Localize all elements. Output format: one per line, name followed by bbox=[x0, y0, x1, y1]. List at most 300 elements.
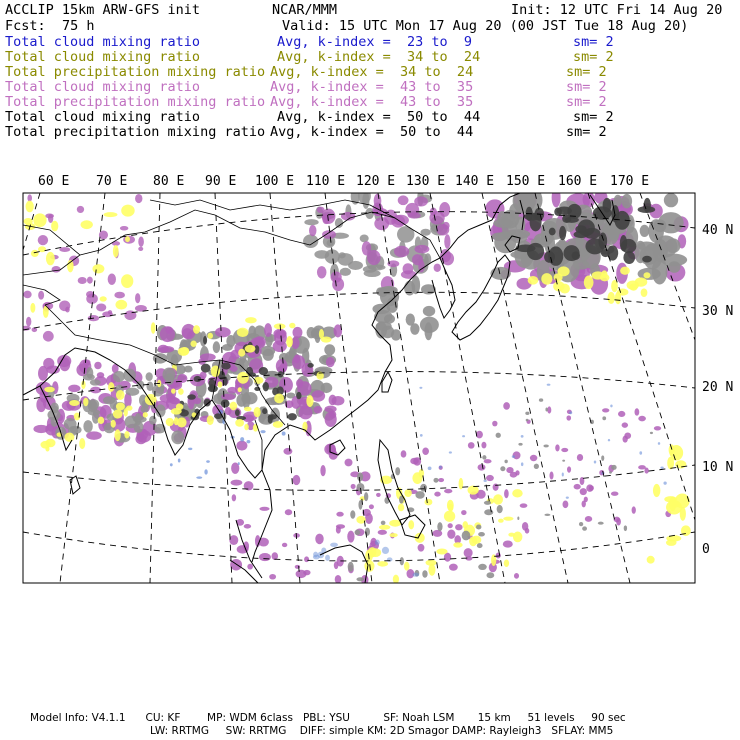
field-3-sm: sm= 2 bbox=[566, 79, 607, 95]
field-cell bbox=[77, 206, 84, 213]
field-cell bbox=[478, 464, 486, 471]
field-cell bbox=[83, 359, 91, 366]
field-cell bbox=[408, 520, 414, 529]
field-cell bbox=[602, 416, 606, 420]
field-cell bbox=[404, 562, 409, 571]
field-cell bbox=[238, 387, 242, 392]
field-cell bbox=[424, 499, 432, 506]
field-cell bbox=[414, 196, 428, 206]
model-info-line2: LW: RRTMG SW: RRTMG DIFF: simple KM: 2D Smagor DAMP: Rayleigh3 SFLAY: MM5 bbox=[150, 725, 614, 737]
field-cell bbox=[111, 420, 116, 428]
field-cell bbox=[268, 416, 273, 423]
field-cell bbox=[187, 394, 196, 400]
field-cell bbox=[367, 250, 381, 265]
field-cell bbox=[286, 336, 293, 347]
field-cell bbox=[547, 406, 551, 413]
field-cell bbox=[449, 451, 452, 453]
field-cell bbox=[296, 392, 301, 399]
field-cell bbox=[453, 542, 462, 547]
field-cell bbox=[638, 465, 646, 469]
field-cell bbox=[500, 466, 505, 471]
field-cell bbox=[420, 229, 430, 236]
field-cell bbox=[94, 362, 101, 370]
field-cell bbox=[317, 266, 327, 278]
field-cell bbox=[379, 525, 390, 530]
field-cell bbox=[641, 288, 648, 297]
field-cell bbox=[579, 522, 583, 526]
field-cell bbox=[422, 570, 427, 578]
field-cell bbox=[478, 532, 485, 537]
field-cell bbox=[477, 543, 483, 548]
field-cell bbox=[180, 347, 189, 355]
field-cell bbox=[174, 417, 179, 425]
field-3-avg: Avg, k-index = 43 to 35 bbox=[270, 79, 474, 95]
field-cell bbox=[572, 251, 580, 260]
field-cell bbox=[578, 219, 595, 236]
field-cell bbox=[410, 458, 419, 465]
field-cell bbox=[309, 225, 316, 236]
field-1-sm: sm= 2 bbox=[573, 49, 614, 65]
field-cell bbox=[307, 363, 313, 368]
field-cell bbox=[434, 264, 441, 272]
field-cell bbox=[263, 382, 269, 391]
model-title: ACCLIP 15km ARW-GFS init bbox=[5, 2, 201, 18]
field-cell bbox=[114, 292, 125, 299]
field-cell bbox=[527, 243, 544, 260]
field-cell bbox=[404, 489, 412, 497]
field-cell bbox=[345, 459, 353, 467]
field-cell bbox=[504, 489, 509, 498]
field-cell bbox=[622, 422, 628, 427]
field-cell bbox=[68, 385, 80, 392]
field-cell bbox=[230, 402, 238, 411]
field-cell bbox=[315, 534, 323, 545]
field-cell bbox=[274, 393, 284, 403]
field-cell bbox=[634, 408, 639, 415]
field-cell bbox=[398, 504, 404, 512]
field-cell bbox=[459, 478, 464, 490]
field-4-sm: sm= 2 bbox=[566, 94, 607, 110]
field-5-sm: sm= 2 bbox=[573, 109, 614, 125]
field-cell bbox=[229, 535, 238, 545]
field-cell bbox=[666, 535, 681, 541]
field-cell bbox=[517, 517, 519, 521]
field-cell bbox=[360, 234, 369, 242]
field-cell bbox=[666, 238, 681, 253]
field-cell bbox=[580, 488, 587, 495]
field-cell bbox=[484, 501, 491, 505]
field-cell bbox=[486, 475, 494, 481]
field-cell bbox=[238, 462, 240, 465]
field-cell bbox=[196, 476, 202, 479]
field-cell bbox=[582, 526, 587, 530]
field-cell bbox=[563, 500, 569, 508]
field-cell bbox=[313, 552, 318, 558]
field-cell bbox=[368, 547, 376, 557]
field-cell bbox=[38, 235, 48, 245]
field-cell bbox=[146, 381, 153, 391]
field-cell bbox=[184, 366, 193, 373]
field-cell bbox=[381, 521, 386, 525]
field-cell bbox=[171, 430, 184, 444]
lon-label-7: 130 E bbox=[406, 174, 446, 189]
field-6-avg: Avg, k-index = 50 to 44 bbox=[270, 124, 474, 140]
field-cell bbox=[549, 228, 556, 236]
field-cell bbox=[30, 303, 35, 313]
field-cell bbox=[218, 381, 223, 387]
field-cell bbox=[182, 324, 196, 339]
field-cell bbox=[332, 396, 345, 406]
field-cell bbox=[232, 494, 236, 501]
field-cell bbox=[230, 366, 238, 372]
field-cell bbox=[607, 292, 614, 304]
field-cell bbox=[357, 472, 363, 481]
lon-label-5: 110 E bbox=[306, 174, 346, 189]
field-cell bbox=[640, 225, 650, 237]
field-2-avg: Avg, k-index = 34 to 24 bbox=[270, 64, 474, 80]
field-cell bbox=[654, 426, 661, 430]
field-cell bbox=[170, 463, 173, 466]
field-cell bbox=[33, 425, 48, 433]
field-cell bbox=[135, 293, 140, 303]
field-cell bbox=[125, 236, 130, 242]
lon-label-9: 150 E bbox=[506, 174, 546, 189]
field-cell bbox=[245, 317, 257, 323]
field-cell bbox=[206, 460, 210, 463]
field-cell bbox=[70, 426, 82, 434]
field-cell bbox=[414, 245, 429, 253]
forecast-hours: 75 h bbox=[62, 18, 95, 34]
field-cell bbox=[541, 227, 551, 245]
field-cell bbox=[513, 532, 522, 543]
field-cell bbox=[601, 270, 607, 278]
field-2-name: Total precipitation mixing ratio bbox=[5, 64, 266, 80]
field-cell bbox=[314, 250, 329, 259]
field-cell bbox=[78, 277, 87, 284]
field-cell bbox=[464, 548, 473, 557]
field-cell bbox=[484, 509, 493, 515]
field-cell bbox=[525, 412, 529, 415]
lon-label-1: 70 E bbox=[96, 174, 128, 189]
field-cell bbox=[638, 416, 646, 422]
field-cell bbox=[526, 419, 529, 422]
field-cell bbox=[83, 374, 95, 381]
model-info-line1: Model Info: V4.1.1 CU: KF MP: WDM 6class PBL: YSU SF: Noah LSM 15 km 51 levels 90 sec bbox=[30, 712, 626, 724]
field-cell bbox=[569, 411, 572, 414]
field-0-avg: Avg, k-index = 23 to 9 bbox=[277, 34, 473, 50]
field-cell bbox=[482, 455, 486, 459]
field-cell bbox=[653, 484, 660, 497]
field-cell bbox=[412, 472, 422, 484]
field-cell bbox=[398, 195, 409, 205]
field-cell bbox=[420, 484, 427, 492]
field-cell bbox=[476, 525, 481, 530]
field-cell bbox=[481, 442, 486, 449]
field-cell bbox=[209, 384, 214, 391]
field-cell bbox=[324, 344, 335, 355]
field-cell bbox=[83, 398, 88, 407]
field-6-name: Total precipitation mixing ratio bbox=[5, 124, 266, 140]
field-cell bbox=[288, 413, 297, 420]
field-cell bbox=[304, 219, 318, 225]
field-cell bbox=[584, 276, 594, 290]
field-cell bbox=[190, 341, 196, 347]
field-cell bbox=[635, 277, 648, 286]
field-cell bbox=[40, 441, 50, 449]
field-cell bbox=[668, 261, 681, 273]
field-cell bbox=[609, 471, 612, 473]
field-cell bbox=[664, 193, 678, 207]
field-cell bbox=[294, 354, 300, 363]
field-cell bbox=[461, 510, 466, 515]
field-cell bbox=[375, 539, 380, 545]
field-cell bbox=[264, 323, 272, 337]
lon-label-6: 120 E bbox=[356, 174, 396, 189]
field-cell bbox=[246, 440, 250, 443]
field-cell bbox=[321, 336, 332, 342]
field-cell bbox=[92, 264, 104, 273]
field-cell bbox=[437, 522, 442, 531]
field-3-name: Total cloud mixing ratio bbox=[5, 79, 201, 95]
field-cell bbox=[221, 394, 235, 400]
field-cell bbox=[512, 455, 515, 458]
field-cell bbox=[642, 256, 652, 263]
field-cell bbox=[338, 253, 354, 266]
field-cell bbox=[81, 220, 93, 229]
field-cell bbox=[171, 388, 176, 393]
field-cell bbox=[241, 394, 251, 404]
field-cell bbox=[260, 430, 265, 433]
field-cell bbox=[420, 434, 423, 437]
lon-label-4: 100 E bbox=[255, 174, 295, 189]
field-0-name: Total cloud mixing ratio bbox=[5, 34, 201, 50]
field-cell bbox=[332, 278, 344, 292]
field-cell bbox=[376, 493, 381, 497]
field-cell bbox=[518, 443, 522, 446]
field-cell bbox=[120, 226, 128, 231]
field-cell bbox=[171, 408, 182, 415]
field-cell bbox=[38, 291, 44, 300]
field-cell bbox=[476, 431, 483, 439]
field-1-name: Total cloud mixing ratio bbox=[5, 49, 201, 65]
field-cell bbox=[415, 491, 424, 499]
field-cell bbox=[313, 406, 322, 413]
lat-label-2: 20 N bbox=[702, 380, 734, 395]
lon-label-0: 60 E bbox=[38, 174, 70, 189]
field-cell bbox=[98, 417, 105, 424]
valid-time: Valid: 15 UTC Mon 17 Aug 20 (00 JST Tue 18 Aug 20) bbox=[282, 18, 689, 34]
init-time: Init: 12 UTC Fri 14 Aug 20 bbox=[511, 2, 723, 18]
latitude-labels bbox=[702, 223, 733, 557]
field-cell bbox=[623, 251, 635, 264]
field-cell bbox=[490, 267, 510, 280]
field-cell bbox=[292, 327, 302, 338]
field-cell bbox=[602, 408, 609, 412]
field-cell bbox=[539, 398, 543, 401]
field-cell bbox=[244, 524, 251, 529]
field-cell bbox=[52, 266, 61, 273]
field-cell bbox=[254, 407, 261, 417]
field-cell bbox=[541, 273, 552, 285]
field-cell bbox=[611, 465, 617, 470]
field-cell bbox=[245, 345, 256, 353]
field-cell bbox=[126, 388, 140, 396]
field-cell bbox=[598, 522, 604, 525]
field-cell bbox=[138, 247, 143, 251]
field-cell bbox=[121, 205, 134, 217]
field-cell bbox=[247, 564, 253, 570]
field-cell bbox=[188, 448, 192, 450]
field-cell bbox=[378, 530, 387, 535]
field-cell bbox=[675, 460, 686, 468]
field-cell bbox=[544, 514, 550, 516]
lon-label-3: 90 E bbox=[205, 174, 237, 189]
field-cell bbox=[567, 466, 571, 472]
field-cell bbox=[135, 413, 142, 425]
field-cell bbox=[158, 345, 169, 353]
field-5-avg: Avg, k-index = 50 to 44 bbox=[277, 109, 481, 125]
field-cell bbox=[325, 555, 330, 561]
field-cell bbox=[44, 387, 55, 393]
field-cell bbox=[566, 415, 571, 420]
field-cell bbox=[320, 465, 325, 476]
field-cell bbox=[273, 421, 283, 428]
field-cell bbox=[545, 408, 547, 412]
field-cell bbox=[334, 561, 339, 569]
field-cell bbox=[389, 533, 397, 537]
field-cell bbox=[611, 491, 619, 495]
field-cell bbox=[149, 416, 157, 425]
field-cell bbox=[194, 376, 202, 382]
field-cell bbox=[88, 400, 98, 412]
lon-label-10: 160 E bbox=[558, 174, 598, 189]
field-cell bbox=[213, 341, 220, 353]
field-cell bbox=[273, 329, 286, 339]
field-cell bbox=[412, 573, 419, 577]
field-cell bbox=[582, 501, 586, 508]
field-cell bbox=[108, 382, 114, 392]
field-cell bbox=[303, 570, 310, 575]
field-cell bbox=[534, 464, 539, 469]
field-cell bbox=[554, 208, 562, 217]
field-cell bbox=[468, 442, 475, 449]
field-cell bbox=[639, 451, 642, 454]
field-cell bbox=[282, 543, 287, 547]
field-cell bbox=[326, 357, 335, 367]
field-cell bbox=[121, 274, 133, 288]
field-cell bbox=[515, 470, 519, 475]
field-cell bbox=[663, 482, 666, 485]
field-cell bbox=[108, 273, 116, 284]
field-cell bbox=[259, 367, 268, 375]
field-cell bbox=[462, 435, 465, 437]
field-cell bbox=[87, 277, 93, 284]
field-cell bbox=[27, 194, 32, 201]
field-cell bbox=[45, 446, 49, 451]
field-cell bbox=[530, 455, 537, 461]
field-cell bbox=[221, 400, 230, 408]
field-cell bbox=[100, 296, 107, 301]
field-cell bbox=[552, 188, 561, 208]
field-cell bbox=[96, 304, 106, 312]
field-cell bbox=[520, 503, 528, 507]
field-cell bbox=[350, 510, 355, 519]
field-cell bbox=[493, 484, 499, 491]
field-cell bbox=[36, 397, 46, 412]
field-cell bbox=[259, 507, 269, 511]
field-cell bbox=[113, 410, 123, 419]
field-cell bbox=[240, 437, 244, 442]
field-cell bbox=[638, 206, 656, 213]
field-cell bbox=[425, 560, 436, 566]
field-cell bbox=[562, 460, 565, 462]
field-cell bbox=[439, 466, 442, 469]
field-cell bbox=[48, 214, 53, 223]
field-cell bbox=[403, 263, 414, 274]
field-cell bbox=[235, 419, 244, 427]
field-cell bbox=[658, 442, 660, 445]
field-cell bbox=[601, 455, 604, 461]
field-cell bbox=[574, 484, 581, 490]
field-cell bbox=[566, 496, 569, 498]
field-cell bbox=[503, 541, 513, 548]
field-cell bbox=[283, 448, 292, 455]
field-cell bbox=[561, 448, 568, 452]
field-cell bbox=[411, 276, 420, 295]
lat-label-4: 0 bbox=[702, 542, 710, 557]
field-cell bbox=[26, 201, 34, 213]
field-cell bbox=[207, 333, 213, 339]
field-cell bbox=[620, 235, 627, 251]
field-cell bbox=[543, 444, 548, 447]
field-cell bbox=[559, 226, 566, 240]
field-5-name: Total cloud mixing ratio bbox=[5, 109, 201, 125]
field-cell bbox=[222, 344, 233, 351]
field-cell bbox=[647, 556, 655, 564]
lon-label-8: 140 E bbox=[455, 174, 495, 189]
field-cell bbox=[608, 439, 610, 442]
lat-label-1: 30 N bbox=[702, 304, 734, 319]
field-cell bbox=[282, 432, 286, 436]
field-cell bbox=[394, 246, 409, 257]
field-cell bbox=[615, 292, 621, 305]
field-cell bbox=[166, 418, 174, 426]
field-cell bbox=[614, 195, 622, 207]
field-cell bbox=[549, 472, 553, 480]
field-cell bbox=[395, 467, 400, 475]
field-cell bbox=[64, 432, 74, 441]
field-cell bbox=[325, 406, 337, 413]
field-cell bbox=[322, 230, 336, 239]
lon-label-11: 170 E bbox=[610, 174, 650, 189]
field-cell bbox=[151, 322, 156, 334]
field-cell bbox=[69, 400, 80, 406]
field-cell bbox=[354, 530, 360, 536]
field-cell bbox=[624, 432, 631, 438]
field-cell bbox=[116, 402, 125, 410]
field-cell bbox=[138, 237, 144, 247]
field-cell bbox=[658, 212, 684, 233]
field-cell bbox=[203, 336, 207, 344]
field-cell bbox=[448, 523, 453, 528]
field-cell bbox=[444, 489, 452, 494]
field-cell bbox=[577, 454, 583, 461]
field-cell bbox=[603, 198, 612, 213]
field-0-sm: sm= 2 bbox=[573, 34, 614, 50]
field-cell bbox=[115, 300, 127, 310]
field-cell bbox=[497, 505, 503, 513]
center-label: NCAR/MMM bbox=[272, 2, 338, 18]
